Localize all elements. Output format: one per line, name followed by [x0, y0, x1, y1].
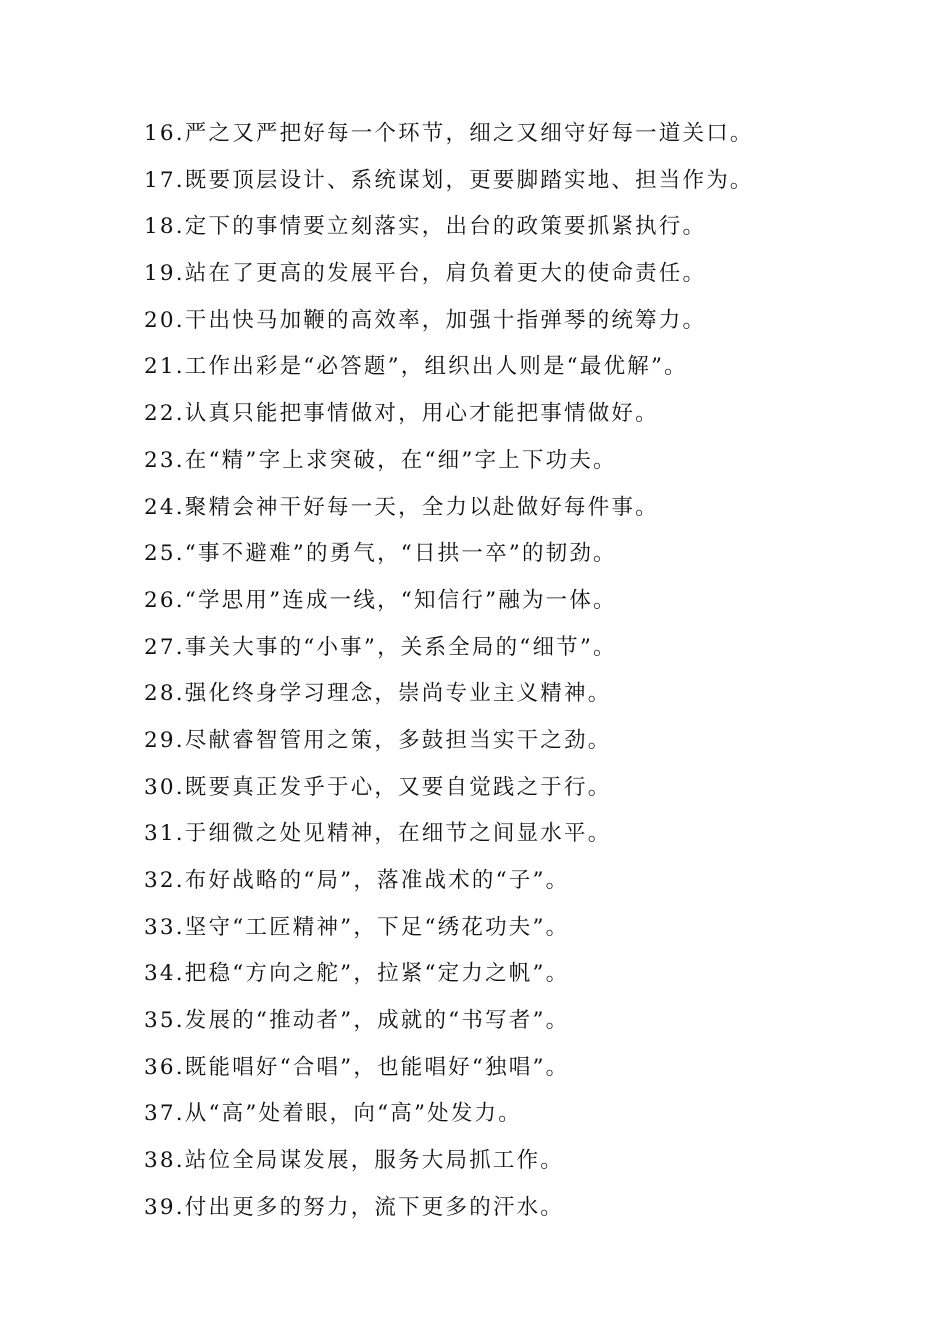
list-item: 27.事关大事的“小事”，关系全局的“细节”。	[144, 634, 617, 660]
list-item: 29.尽献睿智管用之策，多鼓担当实干之劲。	[144, 727, 612, 753]
list-item: 16.严之又严把好每一个环节，细之又细守好每一道关口。	[144, 121, 754, 146]
list-item: 19.站在了更高的发展平台，肩负着更大的使命责任。	[144, 261, 707, 287]
list-item: 34.把稳“方向之舵”，拉紧“定力之帆”。	[144, 961, 570, 987]
list-item: 21.工作出彩是“必答题”，组织出人则是“最优解”。	[144, 354, 688, 380]
list-item: 20.干出快马加鞭的高效率，加强十指弹琴的统筹力。	[144, 307, 707, 333]
list-item: 37.从“高”处着眼，向“高”处发力。	[144, 1101, 522, 1127]
list-item: 38.站位全局谋发展，服务大局抓工作。	[144, 1148, 564, 1174]
list-item: 36.既能唱好“合唱”，也能唱好“独唱”。	[144, 1054, 570, 1080]
list-item: 17.既要顶层设计、系统谋划，更要脚踏实地、担当作为。	[144, 167, 754, 193]
phrase-list	[144, 114, 924, 1235]
list-item: 35.发展的“推动者”，成就的“书写者”。	[144, 1008, 570, 1034]
list-item: 39.付出更多的努力，流下更多的汗水。	[144, 1194, 564, 1220]
list-item: 30.既要真正发乎于心，又要自觉践之于行。	[144, 774, 612, 800]
list-item: 33.坚守“工匠精神”，下足“绣花功夫”。	[144, 914, 570, 940]
list-item: 31.于细微之处见精神，在细节之间显水平。	[144, 821, 612, 847]
list-item: 18.定下的事情要立刻落实，出台的政策要抓紧执行。	[144, 214, 707, 240]
list-item: 24.聚精会神干好每一天，全力以赴做好每件事。	[144, 494, 659, 520]
list-item: 25.“事不避难”的勇气，“日拱一卒”的韧劲。	[144, 541, 617, 567]
list-item: 28.强化终身学习理念，崇尚专业主义精神。	[144, 681, 612, 707]
list-item: 23.在“精”字上求突破，在“细”字上下功夫。	[144, 447, 617, 473]
list-item: 32.布好战略的“局”，落准战术的“子”。	[144, 868, 570, 893]
list-item: 26.“学思用”连成一线，“知信行”融为一体。	[144, 587, 617, 613]
list-item: 22.认真只能把事情做对，用心才能把事情做好。	[144, 401, 659, 427]
